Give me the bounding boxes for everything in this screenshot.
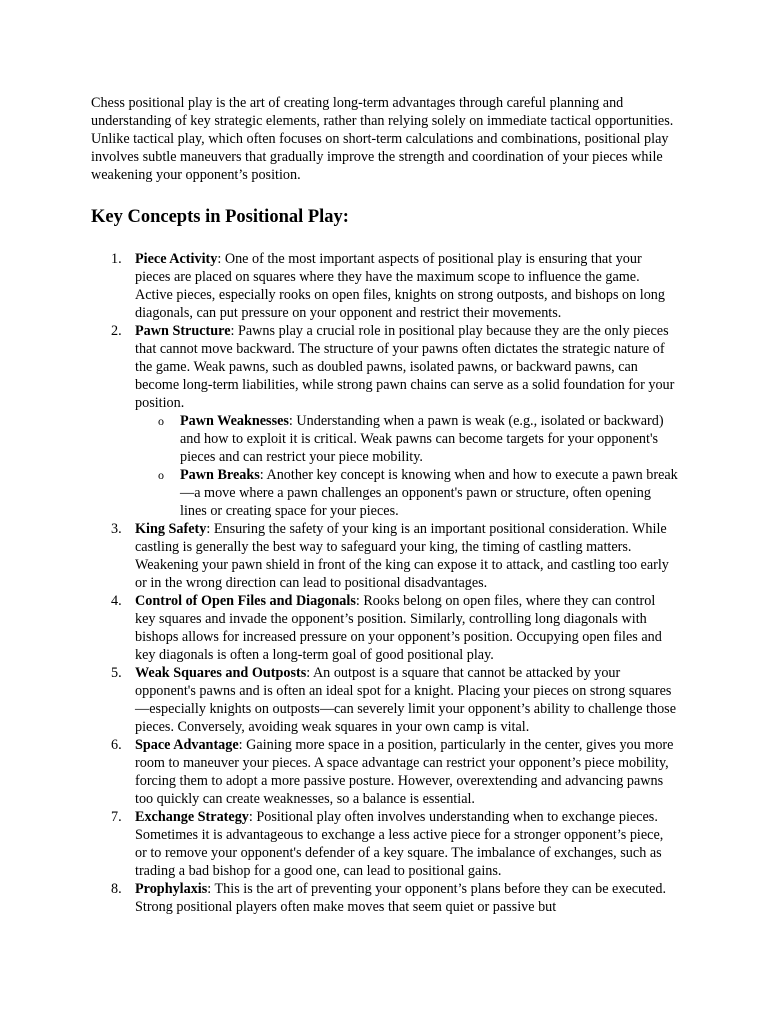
bullet-marker: o [158,414,164,428]
list-number: 4. [111,593,122,609]
list-number: 6. [111,737,122,753]
bullet-marker: o [158,468,164,482]
concept-term: King Safety [135,521,207,537]
list-item [111,592,678,664]
list-number: 1. [111,251,122,267]
list-item [111,664,678,736]
concept-text: : Positional play often involves understanding when to exchange pieces. Sometimes it is advantageous to exchange a less active piece for a stronger opponent’s piece, or to remove your opponent's defender of a key square. The imbalance of exchanges, such as trading a bad bishop for a good one, can lead to positional gains. [135,809,664,879]
sub-term: Pawn Breaks [180,467,260,483]
list-number: 2. [111,323,122,339]
concept-term: Control of Open Files and Diagonals [135,593,356,609]
list-item [111,520,678,592]
list-item [111,322,678,520]
list-item [111,250,678,322]
concepts-list [91,250,678,916]
concept-text: : An outpost is a square that cannot be attacked by your opponent's pawns and is often an ideal spot for a knight. Placing your pieces on strong squares—especially knights on outposts—can severely limit your opponent’s ability to challenge those pieces. Conversely, avoiding weak squares in your own camp is vital. [135,665,676,735]
sub-list-item [158,412,678,466]
concept-term: Space Advantage [135,737,239,753]
concept-term: Weak Squares and Outposts [135,665,307,681]
sub-text: : Understanding when a pawn is weak (e.g., isolated or backward) and how to exploit it is critical. Weak pawns can become targets for your opponent's pieces and can restrict your piece mobility. [180,413,664,465]
list-number: 3. [111,521,122,537]
concept-term: Prophylaxis [135,881,208,897]
concept-term: Piece Activity [135,251,218,267]
concept-text: : Pawns play a crucial role in positional play because they are the only pieces that cannot move backward. The structure of your pawns often dictates the strategic nature of the game. Weak pawns, such as doubled pawns, isolated pawns, or backward pawns, can become long-term liabilities, while strong pawn chains can serve as a solid foundation for your position. [135,323,675,411]
list-number: 5. [111,665,122,681]
concept-term: Pawn Structure [135,323,231,339]
sub-list-item [158,466,678,520]
intro-paragraph: Chess positional play is the art of creating long-term advantages through careful planning and understanding of key strategic elements, rather than relying solely on immediate tactical opportunities. Unlike tactical play, which often focuses on short-term calculations and combinations, positional play involves subtle maneuvers that gradually improve the strength and coordination of your pieces while weakening your opponent’s position. [91,95,674,183]
list-number: 7. [111,809,122,825]
concept-term: Exchange Strategy [135,809,249,825]
concept-text: : Rooks belong on open files, where they can control key squares and invade the opponent’s position. Similarly, controlling long diagonals with bishops allows for increased pressure on your opponent’s position. Occupying open files and key diagonals is often a long-term goal of good positional play. [135,593,662,663]
section-heading: Key Concepts in Positional Play: [91,207,349,227]
sub-text: : Another key concept is knowing when and how to execute a pawn break—a move where a pawn challenges an opponent's pawn or structure, often opening lines or creating space for your pieces. [180,467,678,519]
sub-list [135,412,678,520]
concept-text: : Gaining more space in a position, particularly in the center, gives you more room to maneuver your pieces. A space advantage can restrict your opponent’s piece mobility, forcing them to adopt a more passive posture. However, overextending and advancing pawns too quickly can create weaknesses, so a balance is essential. [135,737,674,807]
sub-term: Pawn Weaknesses [180,413,289,429]
list-item [111,736,678,808]
concept-text: : One of the most important aspects of positional play is ensuring that your pieces are placed on squares where they have the maximum scope to influence the game. Active pieces, especially rooks on open files, knights on strong outposts, and bishops on long diagonals, can put pressure on your opponent and restrict their movements. [135,251,665,321]
list-number: 8. [111,881,122,897]
list-item [111,808,678,880]
list-item [111,880,678,916]
concept-text: : This is the art of preventing your opponent’s plans before they can be executed. Strong positional players often make moves that seem quiet or passive but [135,881,667,915]
concept-text: : Ensuring the safety of your king is an important positional consideration. While castling is generally the best way to safeguard your king, the timing of castling matters. Weakening your pawn shield in front of the king can expose it to attack, and castling too early or in the wrong direction can lead to positional disadvantages. [135,521,669,591]
